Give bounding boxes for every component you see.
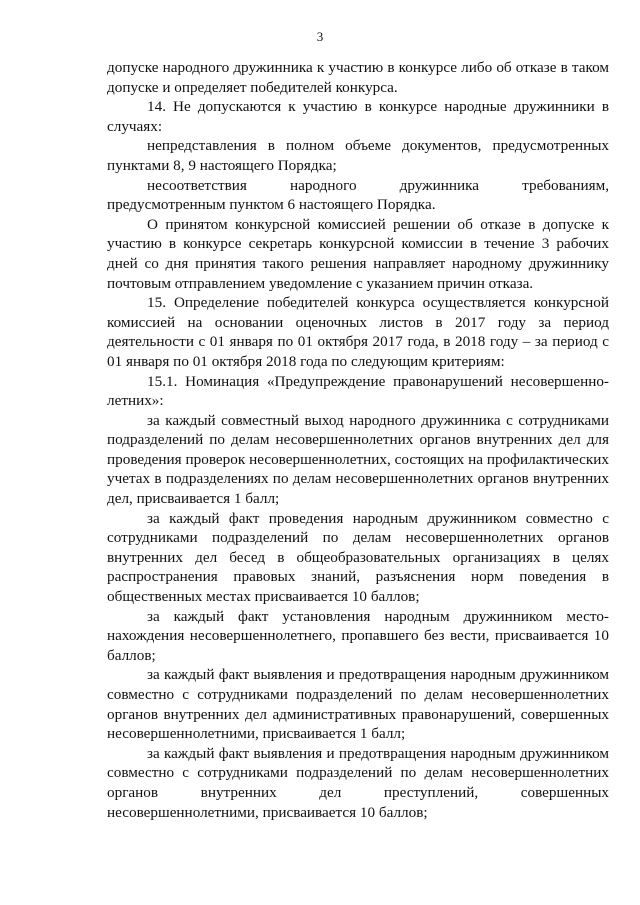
criterion-missing-minor: за каждый факт установления народным дружинником место-нахождения несовершеннолетнего, пропавшего без вести, присваивается 10 баллов; [107,607,609,664]
paragraph-item-15: 15. Определение победителей конкурса осуществляется конкурсной комиссией на основании оценочных листов в 2017 году за период деятельности с 01 января по 01 октября 2017 года, в 2018 году – за период с 01 января по 01 октября 2018 года по следующим критериям: [107,294,609,370]
document-body [107,58,609,822]
paragraph-noncompliance: несоответствия народного дружинника требованиям, предусмотренным пунктом 6 настоящего Порядка. [107,176,609,214]
paragraph-item-15-1: 15.1. Номинация «Предупреждение правонарушений несовершенно-летних»: [107,372,609,410]
criterion-joint-inspections: за каждый совместный выход народного дружинника с сотрудниками подразделений по делам несовершеннолетних органов внутренних дел для проведения проверок несовершеннолетних, состоящих на профилактических учетах в подразделениях по делам несовершеннолетних органов внутренних дел, присваивается 1 балл; [107,411,609,508]
page-number: 3 [316,29,324,44]
paragraph-continuation: допуске народного дружинника к участию в конкурсе либо об отказе в таком допуске и определяет победителей конкурса. [107,59,609,96]
paragraph-refusal-notice: О принятом конкурсной комиссией решении об отказе в допуске к участию в конкурсе секретарь конкурсной комиссии в течение 3 рабочих дней со дня принятия такого решения направляет народному дружиннику почтовым отправлением уведомление с указанием причин отказа. [107,215,609,292]
criterion-crimes: за каждый факт выявления и предотвращения народным дружинником совместно с сотрудниками подразделений по делам несовершеннолетних органов внутренних дел преступлений, совершенных несовершеннолетними, присваивается 10 баллов; [107,744,609,821]
paragraph-item-14: 14. Не допускаются к участию в конкурсе народные дружинники в случаях: [107,98,609,135]
paragraph-nonsubmission: непредставления в полном объеме документов, предусмотренных пунктами 8, 9 настоящего Порядка; [107,137,609,174]
criterion-administrative-offenses: за каждый факт выявления и предотвращения народным дружинником совместно с сотрудниками подразделений по делам несовершеннолетних органов внутренних дел административных правонарушений, совершенных несовершеннолетними, присваивается 1 балл; [107,666,609,743]
criterion-school-talks: за каждый факт проведения народным дружинником совместно с сотрудниками подразделений по делам несовершеннолетних органов внутренних дел бесед в общеобразовательных организациях в целях распространения правовых знаний, разъяснения норм поведения в общественных местах присваивается 10 баллов; [107,509,609,606]
